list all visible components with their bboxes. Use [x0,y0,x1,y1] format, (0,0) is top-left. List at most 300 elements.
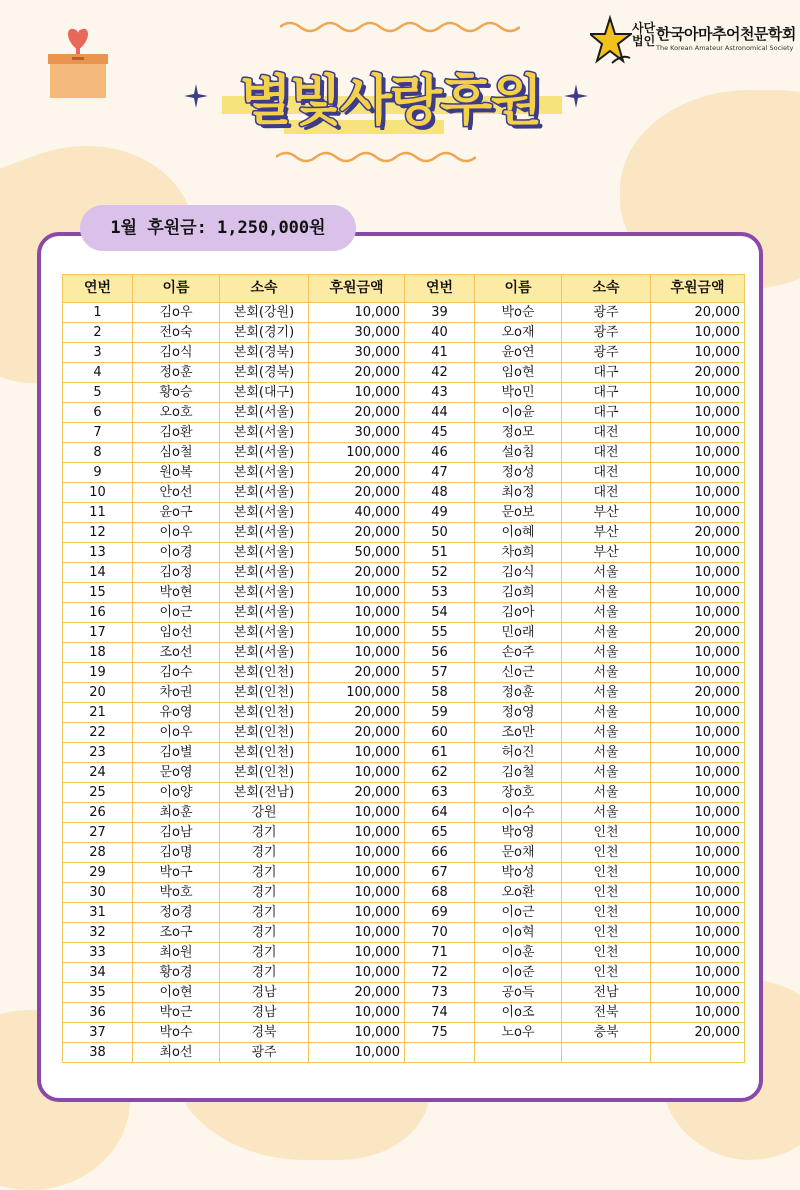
serial-number-cell: 50 [405,523,475,543]
donor-name-cell: 심o철 [133,443,220,463]
table-row [63,583,745,603]
table-row [63,1023,745,1043]
affiliation-cell: 본회(서울) [220,403,309,423]
affiliation-cell: 대전 [562,483,651,503]
donation-amount-cell: 10,000 [309,1023,405,1043]
serial-number-cell: 72 [405,963,475,983]
affiliation-cell: 서울 [562,683,651,703]
donation-amount-cell: 20,000 [309,723,405,743]
donation-amount-cell: 10,000 [651,343,745,363]
corp-type-label: 사단 법인 [632,21,656,48]
affiliation-cell: 광주 [220,1043,309,1063]
table-row [63,703,745,723]
donation-amount-cell: 10,000 [651,543,745,563]
affiliation-cell: 대구 [562,363,651,383]
serial-number-cell: 40 [405,323,475,343]
donation-amount-cell: 10,000 [309,383,405,403]
serial-number-cell: 70 [405,923,475,943]
society-name: 한국아마추어천문학회 [656,25,796,43]
affiliation-cell: 서울 [562,743,651,763]
affiliation-cell: 본회(경기) [220,323,309,343]
donor-name-cell: 이o현 [133,983,220,1003]
affiliation-cell: 본회(서울) [220,603,309,623]
affiliation-cell: 대전 [562,463,651,483]
table-row [63,483,745,503]
donor-name-cell: 박o호 [133,883,220,903]
table-row [63,783,745,803]
table-row [63,903,745,923]
donation-amount-cell: 10,000 [309,643,405,663]
serial-number-cell: 65 [405,823,475,843]
serial-number-cell: 52 [405,563,475,583]
column-header: 이름 [475,275,562,303]
donor-name-cell: 김o식 [133,343,220,363]
donor-name-cell: 차o희 [475,543,562,563]
donation-amount-cell: 20,000 [309,983,405,1003]
donor-name-cell: 박o성 [475,863,562,883]
table-row [63,803,745,823]
donation-amount-cell: 30,000 [309,323,405,343]
serial-number-cell: 35 [63,983,133,1003]
serial-number-cell: 71 [405,943,475,963]
affiliation-cell: 본회(서울) [220,443,309,463]
serial-number-cell: 49 [405,503,475,523]
donation-amount-cell: 10,000 [651,903,745,923]
table-row [63,323,745,343]
serial-number-cell: 18 [63,643,133,663]
table-row [63,623,745,643]
serial-number-cell: 14 [63,563,133,583]
column-header: 소속 [562,275,651,303]
column-header: 후원금액 [651,275,745,303]
donor-name-cell: 조o만 [475,723,562,743]
donor-name-cell: 김o별 [133,743,220,763]
donor-name-cell: 김o희 [475,583,562,603]
serial-number-cell: 30 [63,883,133,903]
serial-number-cell: 47 [405,463,475,483]
donation-amount-cell: 10,000 [309,923,405,943]
column-header: 후원금액 [309,275,405,303]
donor-name-cell: 정o경 [133,903,220,923]
affiliation-cell: 충북 [562,1023,651,1043]
affiliation-cell: 경기 [220,863,309,883]
table-row [63,663,745,683]
serial-number-cell: 63 [405,783,475,803]
serial-number-cell: 8 [63,443,133,463]
affiliation-cell: 본회(대구) [220,383,309,403]
donor-name-cell: 허o진 [475,743,562,763]
donation-amount-cell: 10,000 [651,943,745,963]
monthly-total-label: 1월 후원금: 1,250,000원 [80,205,356,251]
serial-number-cell: 43 [405,383,475,403]
donor-name-cell: 신o근 [475,663,562,683]
serial-number-cell: 20 [63,683,133,703]
donor-name-cell: 김o우 [133,303,220,323]
donation-amount-cell: 10,000 [651,743,745,763]
affiliation-cell: 경기 [220,963,309,983]
affiliation-cell: 경기 [220,903,309,923]
donor-name-cell: 박o구 [133,863,220,883]
affiliation-cell: 본회(서울) [220,483,309,503]
donation-amount-cell: 10,000 [309,1003,405,1023]
affiliation-cell: 인천 [562,963,651,983]
donation-amount-cell: 10,000 [309,863,405,883]
affiliation-cell: 광주 [562,323,651,343]
serial-number-cell: 9 [63,463,133,483]
table-row [63,303,745,323]
donor-name-cell: 박o영 [475,823,562,843]
serial-number-cell: 67 [405,863,475,883]
decorative-wave [280,20,520,34]
table-row [63,463,745,483]
affiliation-cell: 본회(인천) [220,703,309,723]
table-row [63,723,745,743]
affiliation-cell: 인천 [562,863,651,883]
donation-amount-cell: 10,000 [651,763,745,783]
table-row [63,823,745,843]
donor-name-cell: 최o선 [133,1043,220,1063]
serial-number-cell: 27 [63,823,133,843]
affiliation-cell: 서울 [562,663,651,683]
affiliation-cell: 본회(서울) [220,563,309,583]
table-row [63,523,745,543]
donor-name-cell: 윤o구 [133,503,220,523]
serial-number-cell: 74 [405,1003,475,1023]
table-row [63,763,745,783]
donor-name-cell: 김o철 [475,763,562,783]
affiliation-cell: 경남 [220,983,309,1003]
donor-name-cell: 장o호 [475,783,562,803]
serial-number-cell: 48 [405,483,475,503]
donor-name-cell: 이o양 [133,783,220,803]
affiliation-cell [562,1043,651,1063]
affiliation-cell: 광주 [562,303,651,323]
donor-name-cell: 유o영 [133,703,220,723]
donor-name-cell: 조o선 [133,643,220,663]
serial-number-cell: 73 [405,983,475,1003]
donor-name-cell: 이o우 [133,523,220,543]
serial-number-cell: 62 [405,763,475,783]
affiliation-cell: 인천 [562,823,651,843]
affiliation-cell: 본회(서울) [220,643,309,663]
donation-amount-cell: 10,000 [309,743,405,763]
affiliation-cell: 본회(경북) [220,343,309,363]
affiliation-cell: 본회(서울) [220,623,309,643]
donation-amount-cell: 10,000 [651,723,745,743]
donor-name-cell: 문o영 [133,763,220,783]
donation-amount-cell: 10,000 [309,763,405,783]
table-row [63,743,745,763]
donor-name-cell: 민o래 [475,623,562,643]
affiliation-cell: 본회(인천) [220,723,309,743]
serial-number-cell: 39 [405,303,475,323]
donor-name-cell: 임o현 [475,363,562,383]
serial-number-cell: 38 [63,1043,133,1063]
donation-amount-cell: 20,000 [651,363,745,383]
donor-name-cell: 원o복 [133,463,220,483]
sparkle-star-icon [184,84,208,108]
affiliation-cell: 인천 [562,843,651,863]
society-english-name: The Korean Amateur Astronomical Society [656,44,794,52]
donor-name-cell: 조o구 [133,923,220,943]
donation-amount-cell: 10,000 [309,583,405,603]
serial-number-cell: 21 [63,703,133,723]
page-title: 별빛사랑후원 [239,69,541,132]
donor-name-cell: 이o윤 [475,403,562,423]
donation-amount-cell: 10,000 [651,563,745,583]
donation-amount-cell: 10,000 [651,443,745,463]
donation-amount-cell: 10,000 [309,943,405,963]
serial-number-cell: 17 [63,623,133,643]
donor-name-cell: 이o수 [475,803,562,823]
serial-number-cell: 60 [405,723,475,743]
donation-amount-cell: 20,000 [309,563,405,583]
decorative-wave [276,150,476,164]
affiliation-cell: 서울 [562,783,651,803]
donation-amount-cell: 20,000 [309,463,405,483]
table-row [63,543,745,563]
column-header: 연번 [63,275,133,303]
donation-amount-cell [651,1043,745,1063]
affiliation-cell: 서울 [562,703,651,723]
donation-amount-cell: 10,000 [651,583,745,603]
donor-name-cell: 이o근 [133,603,220,623]
donor-name-cell: 이o혁 [475,923,562,943]
serial-number-cell: 45 [405,423,475,443]
table-row [63,363,745,383]
donation-amount-cell: 10,000 [651,863,745,883]
donor-name-cell: 공o득 [475,983,562,1003]
serial-number-cell: 16 [63,603,133,623]
serial-number-cell: 69 [405,903,475,923]
serial-number-cell [405,1043,475,1063]
affiliation-cell: 경기 [220,883,309,903]
affiliation-cell: 경기 [220,823,309,843]
donation-amount-cell: 20,000 [309,663,405,683]
serial-number-cell: 26 [63,803,133,823]
serial-number-cell: 37 [63,1023,133,1043]
serial-number-cell: 68 [405,883,475,903]
donor-name-cell: 오o재 [475,323,562,343]
donation-amount-cell: 20,000 [309,523,405,543]
affiliation-cell: 본회(전남) [220,783,309,803]
serial-number-cell: 44 [405,403,475,423]
affiliation-cell: 인천 [562,883,651,903]
affiliation-cell: 본회(인천) [220,683,309,703]
donation-amount-cell: 10,000 [651,643,745,663]
affiliation-cell: 서울 [562,803,651,823]
serial-number-cell: 29 [63,863,133,883]
affiliation-cell: 서울 [562,603,651,623]
affiliation-cell: 부산 [562,543,651,563]
donor-name-cell: 김o남 [133,823,220,843]
serial-number-cell: 5 [63,383,133,403]
donation-amount-cell: 10,000 [651,783,745,803]
table-row [63,943,745,963]
donation-amount-cell: 10,000 [651,603,745,623]
donor-name-cell: 김o환 [133,423,220,443]
table-row [63,423,745,443]
donor-name-cell: 이o우 [133,723,220,743]
donor-name-cell: 안o선 [133,483,220,503]
page-title-banner [180,20,600,165]
donor-name-cell: 정o훈 [475,683,562,703]
donor-name-cell: 정o영 [475,703,562,723]
affiliation-cell: 대구 [562,403,651,423]
donor-name-cell: 노o우 [475,1023,562,1043]
donor-name-cell: 황o경 [133,963,220,983]
donation-amount-cell: 30,000 [309,343,405,363]
donation-amount-cell: 20,000 [309,483,405,503]
donation-amount-cell: 20,000 [309,403,405,423]
donation-amount-cell: 20,000 [651,1023,745,1043]
donation-amount-cell: 20,000 [309,783,405,803]
heart-donation-box-icon [46,20,110,100]
serial-number-cell: 42 [405,363,475,383]
serial-number-cell: 58 [405,683,475,703]
donation-amount-cell: 10,000 [309,603,405,623]
donor-table [62,274,745,1063]
affiliation-cell: 부산 [562,503,651,523]
affiliation-cell: 서울 [562,763,651,783]
affiliation-cell: 본회(서울) [220,423,309,443]
serial-number-cell: 75 [405,1023,475,1043]
donor-name-cell: 이o경 [133,543,220,563]
donation-amount-cell: 10,000 [651,403,745,423]
serial-number-cell: 7 [63,423,133,443]
table-row [63,1043,745,1063]
donor-name-cell: 최o훈 [133,803,220,823]
donor-name-cell: 문o채 [475,843,562,863]
serial-number-cell: 28 [63,843,133,863]
serial-number-cell: 22 [63,723,133,743]
donation-amount-cell: 10,000 [309,823,405,843]
serial-number-cell: 32 [63,923,133,943]
donor-name-cell: 정o성 [475,463,562,483]
donor-name-cell: 정o훈 [133,363,220,383]
affiliation-cell: 강원 [220,803,309,823]
donation-amount-cell: 10,000 [651,483,745,503]
affiliation-cell: 본회(서울) [220,583,309,603]
donor-name-cell: 임o선 [133,623,220,643]
column-header: 소속 [220,275,309,303]
donation-amount-cell: 10,000 [651,463,745,483]
donor-name-cell: 김o식 [475,563,562,583]
donor-name-cell: 박o민 [475,383,562,403]
serial-number-cell: 55 [405,623,475,643]
donation-amount-cell: 10,000 [651,923,745,943]
serial-number-cell: 6 [63,403,133,423]
donor-name-cell: 최o정 [475,483,562,503]
table-row [63,963,745,983]
serial-number-cell: 2 [63,323,133,343]
donor-name-cell: 김o명 [133,843,220,863]
donor-name-cell: 최o원 [133,943,220,963]
affiliation-cell: 본회(강원) [220,303,309,323]
affiliation-cell: 전북 [562,1003,651,1023]
donor-name-cell: 이o훈 [475,943,562,963]
affiliation-cell: 본회(인천) [220,663,309,683]
serial-number-cell: 25 [63,783,133,803]
donation-amount-cell: 20,000 [651,303,745,323]
donor-name-cell: 김o수 [133,663,220,683]
serial-number-cell: 19 [63,663,133,683]
table-row [63,603,745,623]
donation-amount-cell: 100,000 [309,443,405,463]
affiliation-cell: 본회(서울) [220,523,309,543]
affiliation-cell: 경기 [220,923,309,943]
affiliation-cell: 경기 [220,943,309,963]
table-row [63,883,745,903]
donation-amount-cell: 20,000 [309,703,405,723]
serial-number-cell: 61 [405,743,475,763]
donation-amount-cell: 10,000 [651,423,745,443]
donor-name-cell: 이o혜 [475,523,562,543]
affiliation-cell: 전남 [562,983,651,1003]
column-header: 연번 [405,275,475,303]
affiliation-cell: 본회(경북) [220,363,309,383]
affiliation-cell: 서울 [562,623,651,643]
donation-amount-cell: 10,000 [309,803,405,823]
serial-number-cell: 24 [63,763,133,783]
donation-amount-cell: 20,000 [651,523,745,543]
donor-name-cell: 손o주 [475,643,562,663]
table-row [63,503,745,523]
donation-amount-cell: 10,000 [651,803,745,823]
affiliation-cell: 본회(서울) [220,503,309,523]
affiliation-cell: 본회(인천) [220,763,309,783]
serial-number-cell: 41 [405,343,475,363]
table-row [63,1003,745,1023]
serial-number-cell: 10 [63,483,133,503]
donation-amount-cell: 10,000 [651,823,745,843]
table-row [63,443,745,463]
serial-number-cell: 57 [405,663,475,683]
affiliation-cell: 경남 [220,1003,309,1023]
donor-name-cell: 박o순 [475,303,562,323]
donor-name-cell: 오o환 [475,883,562,903]
table-row [63,343,745,363]
table-row [63,983,745,1003]
donation-amount-cell: 40,000 [309,503,405,523]
serial-number-cell: 15 [63,583,133,603]
donation-amount-cell: 30,000 [309,423,405,443]
society-logo [590,14,796,70]
donor-name-cell: 김o정 [133,563,220,583]
donation-amount-cell: 20,000 [309,363,405,383]
donation-amount-cell: 10,000 [651,503,745,523]
affiliation-cell: 경기 [220,843,309,863]
table-row [63,843,745,863]
table-row [63,563,745,583]
column-header: 이름 [133,275,220,303]
donation-amount-cell: 10,000 [309,843,405,863]
serial-number-cell: 3 [63,343,133,363]
donation-amount-cell: 10,000 [309,623,405,643]
affiliation-cell: 광주 [562,343,651,363]
serial-number-cell: 66 [405,843,475,863]
serial-number-cell: 33 [63,943,133,963]
serial-number-cell: 54 [405,603,475,623]
serial-number-cell: 4 [63,363,133,383]
donor-name-cell [475,1043,562,1063]
serial-number-cell: 64 [405,803,475,823]
donor-name-cell: 설o침 [475,443,562,463]
donation-amount-cell: 20,000 [651,623,745,643]
donor-name-cell: 이o조 [475,1003,562,1023]
donor-name-cell: 이o준 [475,963,562,983]
donor-name-cell: 전o숙 [133,323,220,343]
